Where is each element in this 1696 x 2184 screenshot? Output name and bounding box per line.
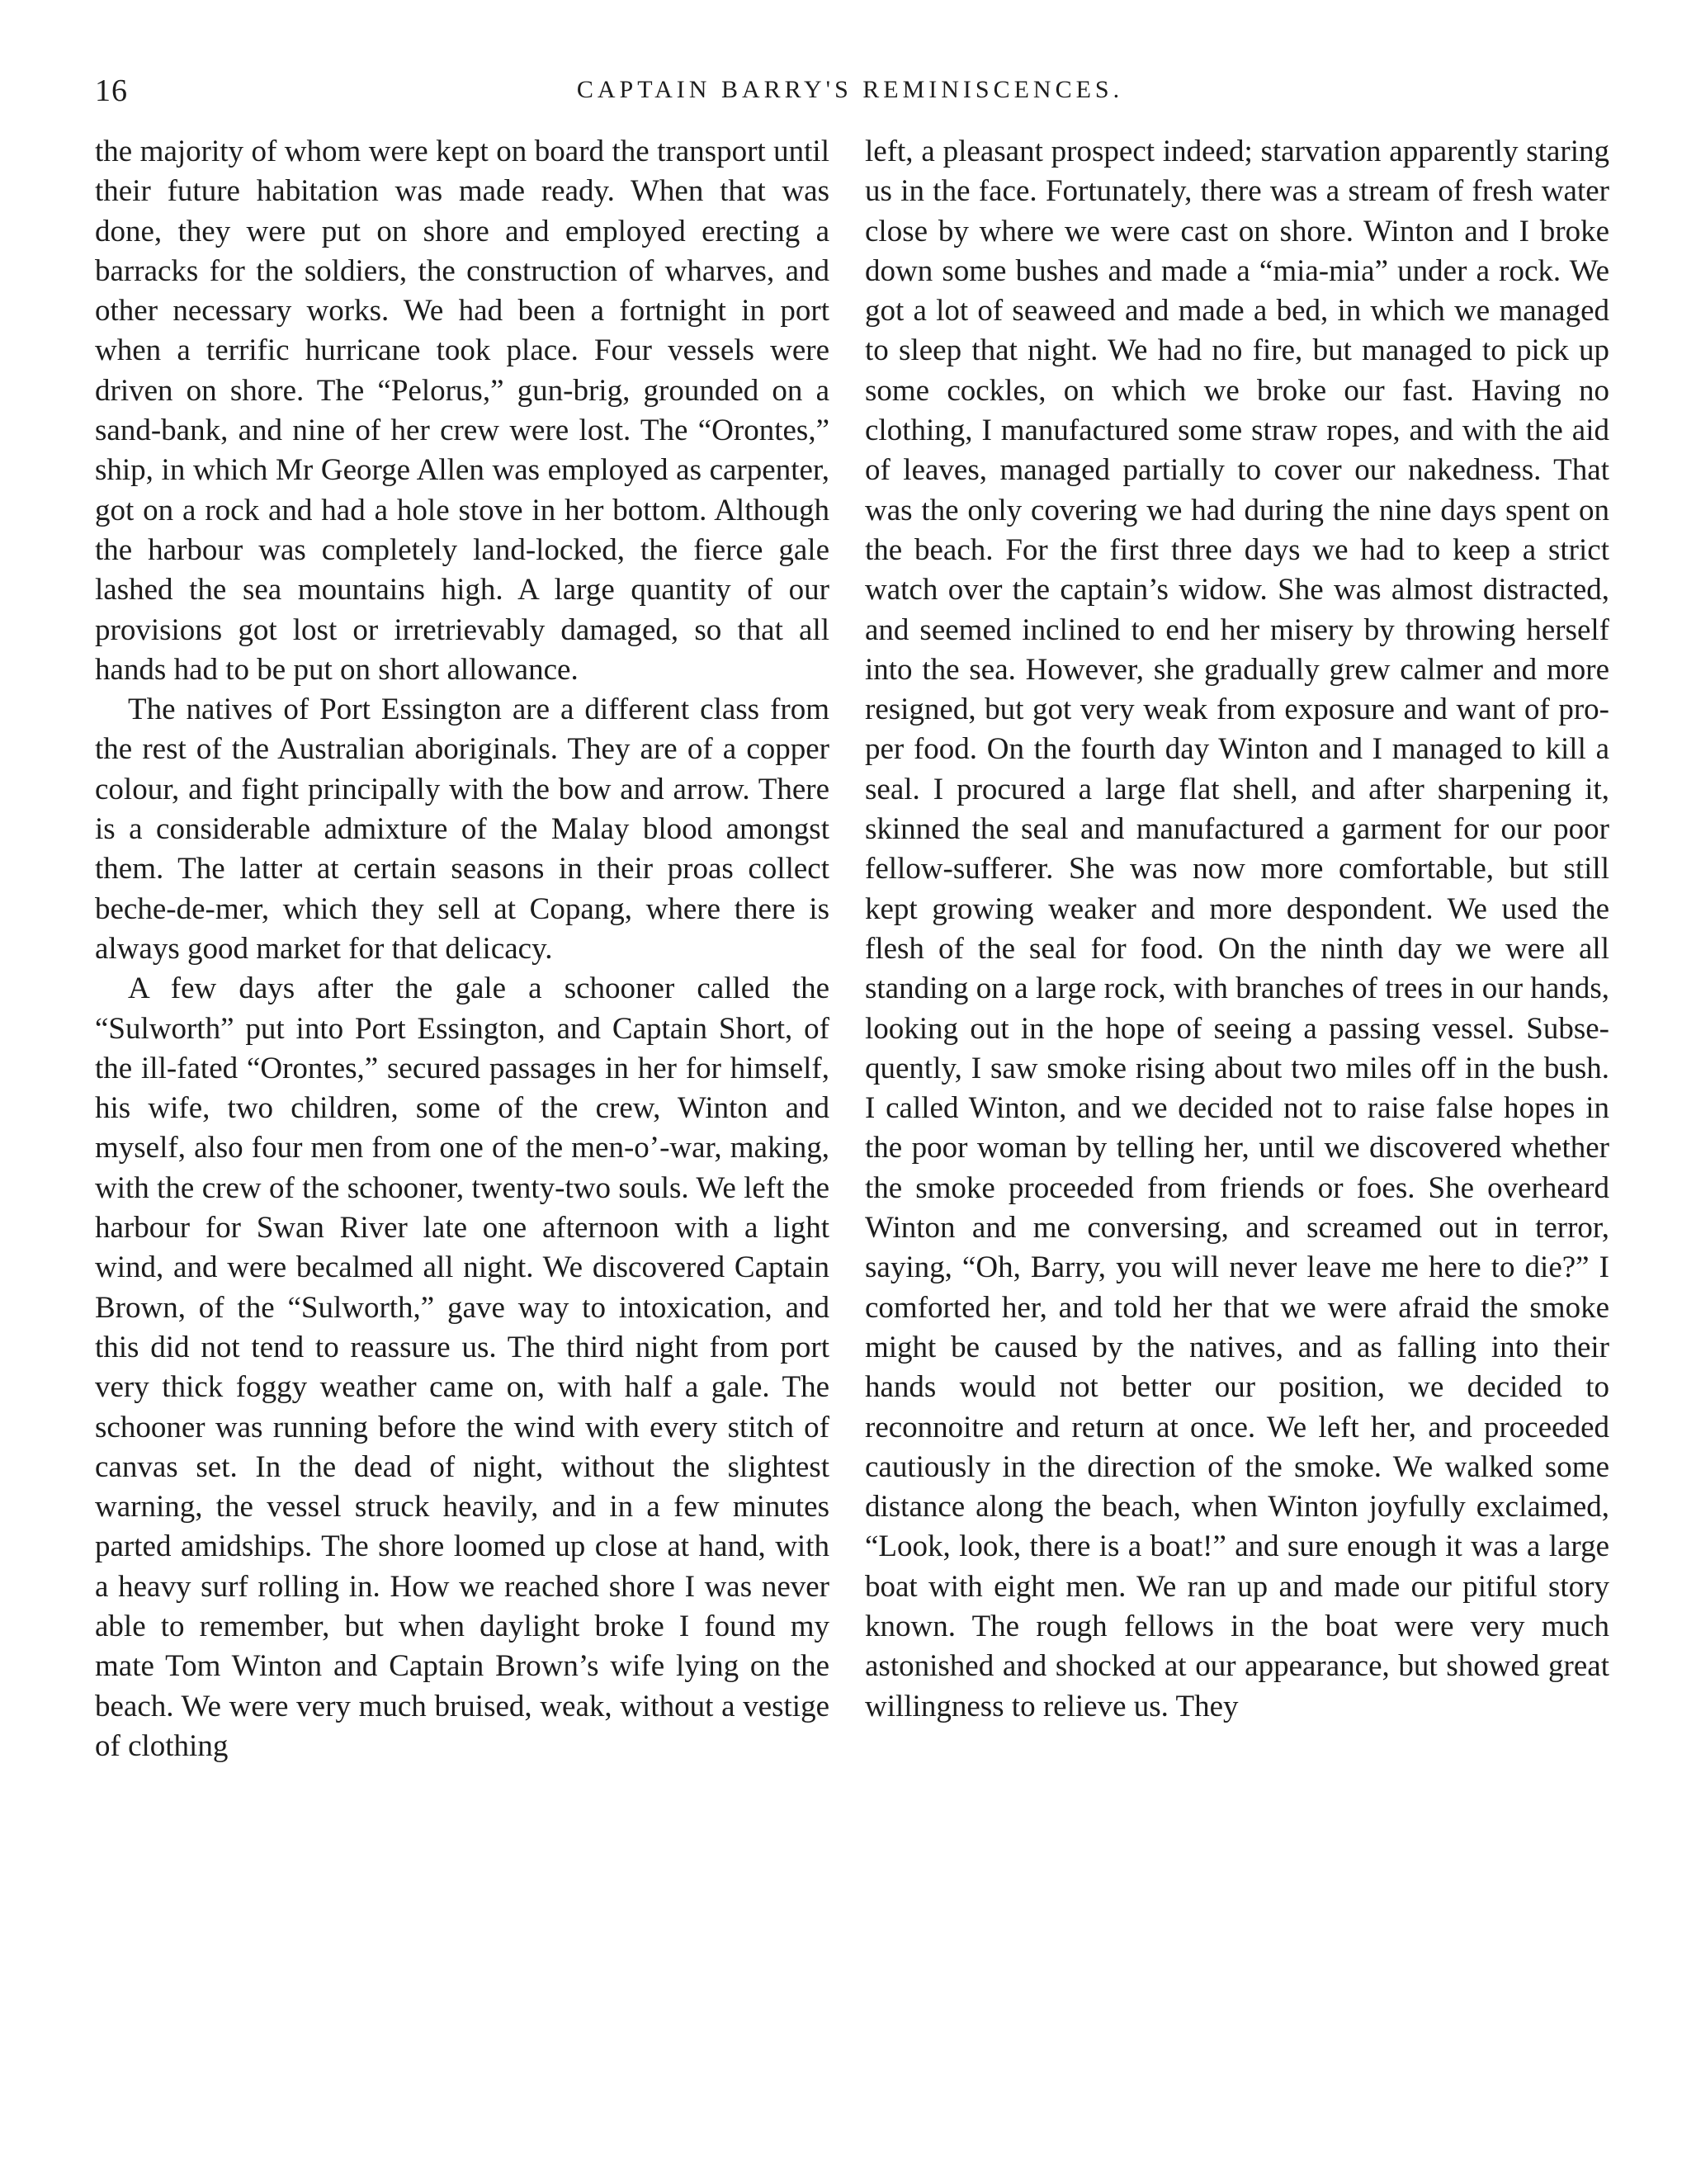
right-column: [865, 132, 1609, 1727]
page-header: [95, 73, 1605, 122]
page-number: 16: [95, 73, 128, 108]
left-paragraph-3: A few days after the gale a schooner called the “Sulworth” put into Port Essington, and Captain Short, of the ill-fated “Orontes,” secured passages in her for himself, his wife, two children, some of the crew, Winton and myself, also four men from one of the men-o’-war, making, with the crew of the schooner, twenty-two souls. We left the harbour for Swan River late one afternoon with a light wind, and were becalmed all night. We discovered Captain Brown, of the “Sulworth,” gave way to intoxication, and this did not tend to reassure us. The third night from port very thick foggy weather came on, with half a gale. The schooner was running before the wind with every stitch of canvas set. In the dead of night, without the slightest warning, the vessel struck heavily, and in a few minutes parted amidships. The shore loomed up close at hand, with a heavy surf rolling in. How we reached shore I was never able to remember, but when daylight broke I found my mate Tom Winton and Captain Brown’s wife lying on the beach. We were very much bruised, weak, without a vestige of clothing: [95, 971, 829, 1763]
running-title: CAPTAIN BARRY'S REMINISCENCES.: [576, 76, 1124, 103]
left-column: [95, 132, 829, 1766]
left-paragraph-2: The natives of Port Essington are a different class from the rest of the Australian aboriginals. They are of a copper colour, and fight principally with the bow and arrow. There is a considerable admixture of the Malay blood amongst them. The latter at certain seasons in their proas collect beche-de-mer, which they sell at Copang, where there is always good market for that delicacy.: [95, 693, 829, 966]
right-paragraph-1: left, a pleasant prospect indeed; starvation apparently staring us in the face. Fortunately, there was a stream of fresh water close by where we were cast on shore. Winton and I broke down some bushes and made a “mia-mia” under a rock. We got a lot of seaweed and made a bed, in which we managed to sleep that night. We had no fire, but managed to pick up some cockles, on which we broke our fast. Having no clothing, I manufactured some straw ropes, and with the aid of leaves, managed partially to cover our nakedness. That was the only covering we had during the nine days spent on the beach. For the first three days we had to keep a strict watch over the captain’s widow. She was almost distracted, and seemed inclined to end her misery by throwing herself into the sea. However, she gradually grew calmer and more resigned, but got very weak from exposure and want of proper food. On the fourth day Winton and I managed to kill a seal. I procured a large flat shell, and after sharpening it, skinned the seal and manufactured a garment for our poor fellow-sufferer. She was now more comfortable, but still kept growing weaker and more despondent. We used the flesh of the seal for food. On the ninth day we were all standing on a large rock, with branches of trees in our hands, looking out in the hope of seeing a passing vessel. Subsequently, I saw smoke rising about two miles off in the bush. I called Winton, and we decided not to raise false hopes in the poor woman by telling her, until we discovered whether the smoke proceeded from friends or foes. She overheard Winton and me conversing, and screamed out in terror, saying, “Oh, Barry, you will never leave me here to die?” I comforted her, and told her that we were afraid the smoke might be caused by the natives, and as falling into their hands would not better our position, we decided to reconnoitre and return at once. We left her, and proceeded cautiously in the direction of the smoke. We walked some distance along the beach, when Winton joyfully exclaimed, “Look, look, there is a boat!” and sure enough it was a large boat with eight men. We ran up and made our pitiful story known. The rough fellows in the boat were very much astonished and shocked at our appearance, but showed great willingness to relieve us. They: [865, 135, 1609, 1723]
left-paragraph-1: the majority of whom were kept on board the transport until their future habitation was made ready. When that was done, they were put on shore and employed erecting a barracks for the soldiers, the construction of wharves, and other necessary works. We had been a fortnight in port when a terrific hurricane took place. Four vessels were driven on shore. The “Pelorus,” gun-brig, grounded on a sand-bank, and nine of her crew were lost. The “Orontes,” ship, in which Mr George Allen was employed as carpenter, got on a rock and had a hole stove in her bottom. Although the harbour was completely land-locked, the fierce gale lashed the sea mountains high. A large quantity of our provisions got lost or irretrievably damaged, so that all hands had to be put on short allowance.: [95, 135, 829, 687]
